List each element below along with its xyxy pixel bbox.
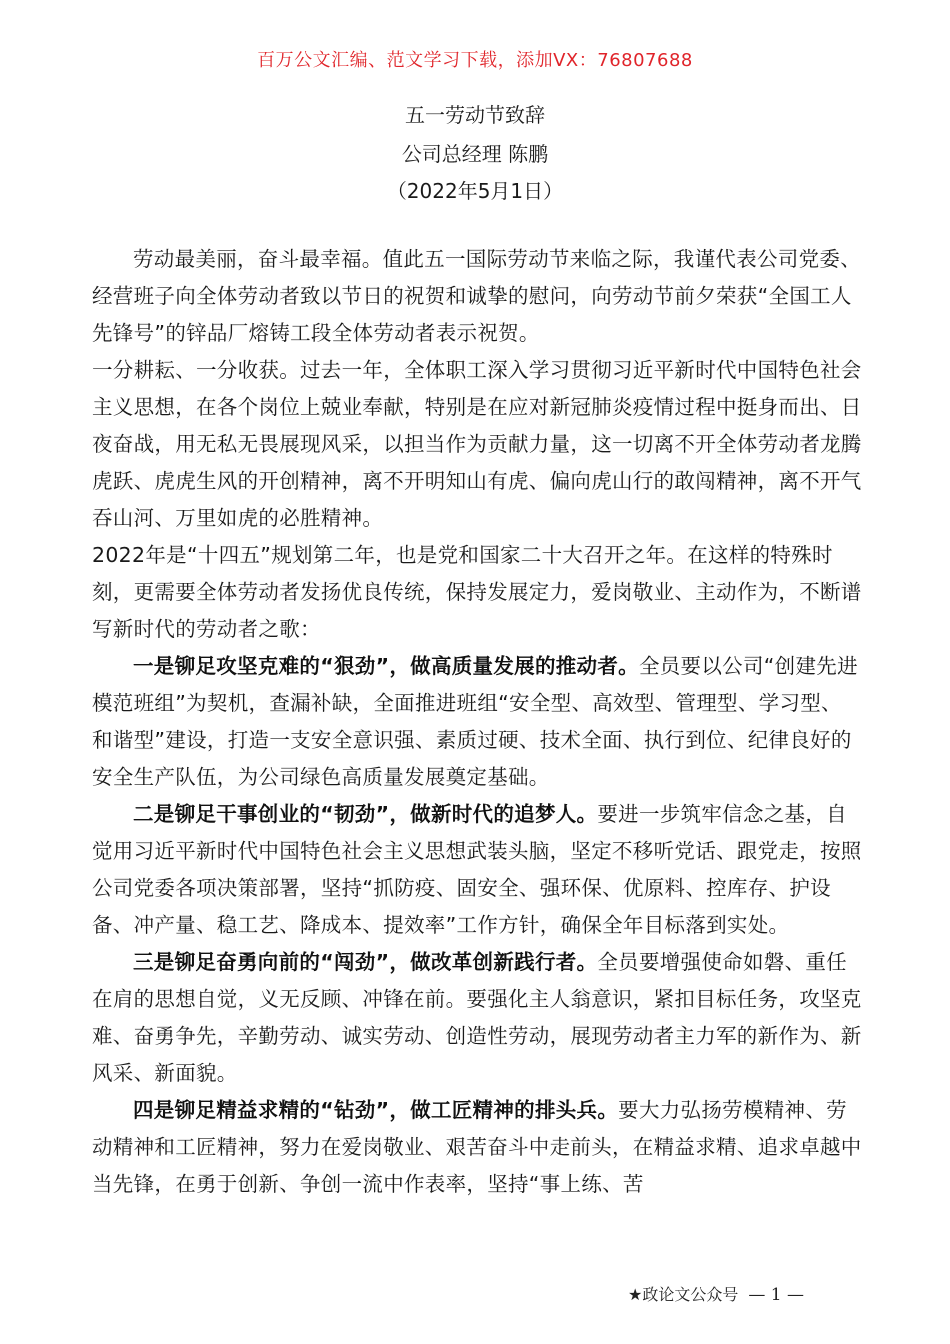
author-line: 公司总经理 陈鹏 — [401, 142, 549, 166]
footer-source: ★政论文公众号 — [628, 1285, 739, 1304]
paragraph-6-text: 全员要增强使命如磐、重任在肩的思想自觉，义无反顾、冲锋在前。要强化主人翁意识，紧扣目标任务，攻坚克难、奋勇争先，辛勤劳动、诚实劳动、创造性劳动，展现劳动者主力军的新作为、新风采、新面貌。 — [92, 950, 862, 1085]
paragraph-6 — [92, 944, 862, 1092]
paragraph-2: 一分耕耘、一分收获。过去一年，全体职工深入学习贯彻习近平新时代中国特色社会主义思想，在各个岗位上兢业奉献，特别是在应对新冠肺炎疫情过程中挺身而出、日夜奋战，用无私无畏展现风采，以担当作为贡献力量，这一切离不开全体劳动者龙腾虎跃、虎虎生风的开创精神，离不开明知山有虎、偏向虎山行的敢闯精神，离不开气吞山河、万里如虎的必胜精神。 — [92, 358, 862, 530]
paragraph-5-text: 要进一步筑牢信念之基，自觉用习近平新时代中国特色社会主义思想武装头脑，坚定不移听党话、跟党走，按照公司党委各项决策部署，坚持“抓防疫、固安全、强环保、优原料、控库存、护设备、冲产量、稳工艺、降成本、提效率”工作方针，确保全年目标落到实处。 — [92, 802, 862, 937]
paragraph-7 — [92, 1092, 862, 1203]
paragraph-1: 劳动最美丽，奋斗最幸福。值此五一国际劳动节来临之际，我谨代表公司党委、经营班子向全体劳动者致以节日的祝贺和诚挚的慰问，向劳动节前夕荣获“全国工人先锋号”的锌品厂熔铸工段全体劳动者表示祝贺。 — [92, 247, 861, 345]
paragraph-7-text: 要大力弘扬劳模精神、劳动精神和工匠精神，努力在爱岗敬业、艰苦奋斗中走前头，在精益求精、追求卓越中当先锋，在勇于创新、争创一流中作表率，坚持“事上练、苦 — [92, 1098, 862, 1196]
paragraph-4-heading: 一是铆足攻坚克难的“狠劲”，做高质量发展的推动者。 — [133, 654, 639, 678]
paragraph-7-heading: 四是铆足精益求精的“钻劲”，做工匠精神的排头兵。 — [133, 1098, 619, 1122]
document-body — [92, 241, 862, 1203]
paragraph-6-heading: 三是铆足奋勇向前的“闯劲”，做改革创新践行者。 — [133, 950, 598, 974]
paragraph-5 — [92, 796, 862, 944]
paragraph-5-heading: 二是铆足干事创业的“韧劲”，做新时代的追梦人。 — [133, 802, 598, 826]
paragraph-4-text: 全员要以公司“创建先进模范班组”为契机，查漏补缺，全面推进班组“安全型、高效型、管理型、学习型、和谐型”建设，打造一支安全意识强、素质过硬、技术全面、执行到位、纪律良好的安全生产队伍，为公司绿色高质量发展奠定基础。 — [92, 654, 858, 789]
document-title: 五一劳动节致辞 — [405, 103, 545, 127]
paragraph-4 — [92, 648, 862, 796]
page-footer — [628, 1282, 804, 1305]
page-number: — 1 — — [748, 1285, 804, 1305]
paragraph-3: 2022年是“十四五”规划第二年，也是党和国家二十大召开之年。在这样的特殊时刻，更需要全体劳动者发扬优良传统，保持发展定力，爱岗敬业、主动作为，不断谱写新时代的劳动者之歌： — [92, 543, 862, 641]
date-line: （2022年5月1日） — [386, 179, 564, 203]
promo-banner: 百万公文汇编、范文学习下载，添加VX：76807688 — [257, 50, 693, 71]
